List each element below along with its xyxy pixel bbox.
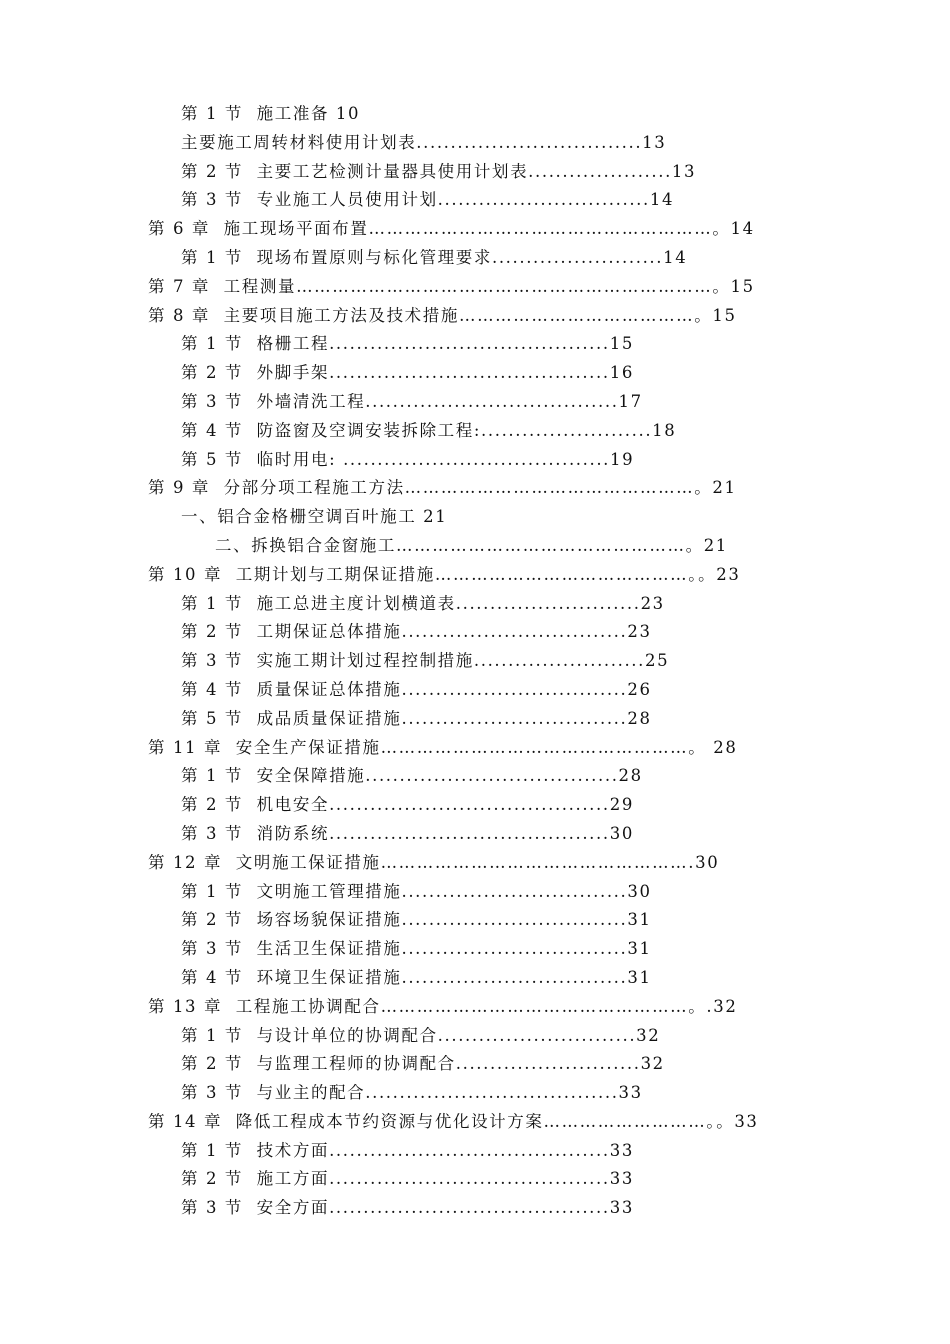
toc-entry-text: 主要施工周转材料使用计划表.................................13 [181, 132, 667, 152]
toc-entry-text: 第 9 章 分部分项工程施工方法…………………………………………。21 [148, 478, 737, 498]
toc-entry-chapter [0, 993, 950, 1022]
toc-entry-text: 第 4 节 质量保证总体措施.................................26 [181, 679, 652, 699]
toc-entry-text: 一、铝合金格栅空调百叶施工 21 [181, 507, 448, 527]
toc-entry-section [0, 1050, 950, 1079]
toc-entry-section [0, 676, 950, 705]
toc-entry-text: 第 1 节 文明施工管理措施.................................30 [181, 881, 652, 901]
toc-entry-section [0, 446, 950, 475]
toc-entry-section [0, 820, 950, 849]
toc-entry-section [0, 705, 950, 734]
toc-entry-text: 第 3 节 与业主的配合.....................................33 [181, 1083, 643, 1103]
toc-entry-text: 第 8 章 主要项目施工方法及技术措施…………………………………。15 [148, 305, 737, 325]
toc-entry-text: 第 1 节 现场布置原则与标化管理要求.........................14 [181, 247, 688, 267]
toc-entry-text: 第 2 节 场容场貌保证措施.................................31 [181, 910, 652, 930]
toc-entry-section [0, 1165, 950, 1194]
toc-entry-section [0, 647, 950, 676]
toc-entry-text: 第 1 节 技术方面.........................................33 [181, 1140, 634, 1160]
toc-entry-text: 第 1 节 与设计单位的协调配合.............................32 [181, 1025, 661, 1045]
toc-entry-text: 第 12 章 文明施工保证措施…………………………………………….30 [148, 852, 720, 872]
toc-entry-text: 第 10 章 工期计划与工期保证措施……………………………………。。23 [148, 564, 741, 584]
toc-entry-section [0, 762, 950, 791]
toc-entry-text: 第 5 节 成品质量保证措施.................................28 [181, 708, 652, 728]
toc-entry-section [0, 935, 950, 964]
toc-entry-chapter [0, 302, 950, 331]
toc-entry-section [0, 618, 950, 647]
toc-entry-sub [0, 532, 950, 561]
toc-entry-section [0, 1079, 950, 1108]
toc-entry-section [0, 791, 950, 820]
toc-entry-text: 第 14 章 降低工程成本节约资源与优化设计方案………………………。。33 [148, 1111, 759, 1131]
toc-entry-section [0, 1022, 950, 1051]
toc-entry-text: 第 3 节 生活卫生保证措施.................................31 [181, 939, 652, 959]
toc-entry-text: 第 3 节 消防系统.........................................30 [181, 823, 634, 843]
toc-entry-text: 第 1 节 施工总进主度计划横道表...........................23 [181, 593, 665, 613]
toc-entry-text: 第 3 节 专业施工人员使用计划...............................14 [181, 190, 675, 210]
toc-entry-section [0, 1137, 950, 1166]
toc-entry-chapter [0, 215, 950, 244]
toc-entry-section [0, 330, 950, 359]
toc-entry-text: 第 2 节 机电安全.........................................29 [181, 795, 634, 815]
toc-entry-text: 第 2 节 主要工艺检测计量器具使用计划表.....................13 [181, 161, 697, 181]
toc-entry-section [0, 964, 950, 993]
toc-entry-section [0, 590, 950, 619]
toc-entry-text: 第 3 节 实施工期计划过程控制措施.........................25 [181, 651, 670, 671]
toc-entry-text: 第 4 节 防盗窗及空调安装拆除工程:.........................18 [181, 420, 677, 440]
toc-entry-text: 第 2 节 外脚手架.........................................16 [181, 363, 634, 383]
toc-entry-section [0, 878, 950, 907]
toc-entry-section [0, 158, 950, 187]
toc-entry-section [0, 129, 950, 158]
toc-entry-text: 第 2 节 工期保证总体措施.................................23 [181, 622, 652, 642]
toc-entry-chapter [0, 1108, 950, 1137]
toc-entry-text: 第 7 章 工程测量……………………………………………………………。15 [148, 276, 755, 296]
toc-entry-text: 第 13 章 工程施工协调配合……………………………………………。.32 [148, 996, 738, 1016]
toc-entry-text: 第 4 节 环境卫生保证措施.................................31 [181, 967, 652, 987]
toc-entry-chapter [0, 273, 950, 302]
toc-entry-text: 第 1 节 安全保障措施.....................................28 [181, 766, 643, 786]
toc-entry-chapter [0, 474, 950, 503]
toc-entry-text: 第 11 章 安全生产保证措施……………………………………………。 28 [148, 737, 738, 757]
toc-entry-section [0, 1194, 950, 1223]
toc-entry-section [0, 388, 950, 417]
toc-entry-section [0, 186, 950, 215]
toc-entry-section [0, 906, 950, 935]
table-of-contents [0, 100, 950, 1223]
toc-entry-text: 第 2 节 与监理工程师的协调配合...........................32 [181, 1054, 665, 1074]
toc-entry-text: 第 3 节 安全方面.........................................33 [181, 1198, 634, 1218]
toc-entry-text: 第 2 节 施工方面.........................................33 [181, 1169, 634, 1189]
toc-entry-chapter [0, 561, 950, 590]
toc-entry-section [0, 359, 950, 388]
toc-entry-text: 二、拆换铝合金窗施工…………………………………………。21 [215, 535, 728, 555]
toc-entry-chapter [0, 849, 950, 878]
toc-entry-section [0, 417, 950, 446]
toc-entry-section [0, 100, 950, 129]
toc-entry-chapter [0, 734, 950, 763]
toc-entry-section [0, 503, 950, 532]
toc-entry-text: 第 1 节 施工准备 10 [181, 104, 361, 123]
toc-entry-text: 第 6 章 施工现场平面布置…………………………………………………。14 [148, 219, 755, 239]
toc-entry-section [0, 244, 950, 273]
toc-entry-text: 第 5 节 临时用电: .......................................19 [181, 449, 635, 469]
toc-entry-text: 第 1 节 格栅工程.........................................15 [181, 334, 634, 354]
toc-entry-text: 第 3 节 外墙清洗工程.....................................17 [181, 391, 643, 411]
